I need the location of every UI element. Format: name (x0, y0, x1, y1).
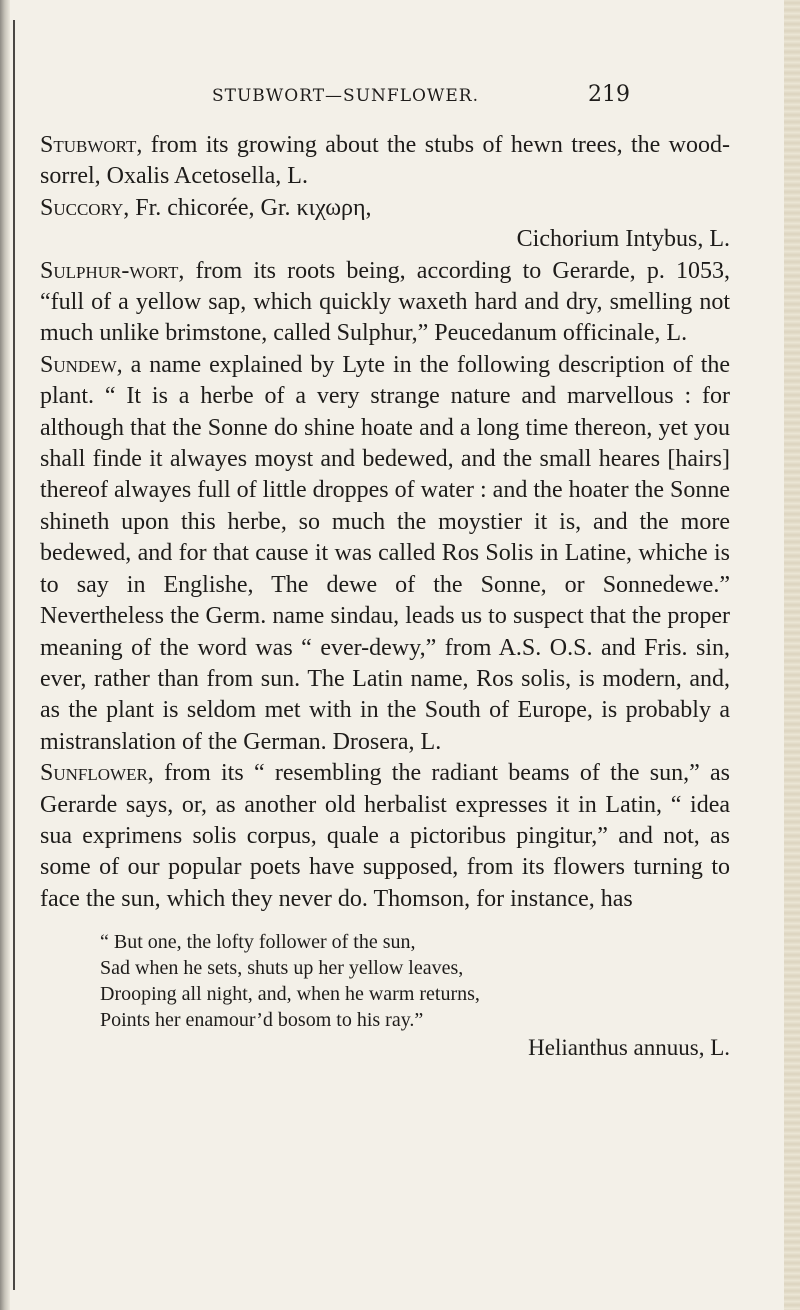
headword: Sundew, (40, 351, 123, 378)
headword: Succory, (40, 194, 130, 221)
entry-sunflower (40, 758, 730, 915)
headword: Stubwort, (40, 132, 143, 158)
page-edge (784, 0, 800, 1310)
book-spine-shadow (0, 0, 10, 1310)
gutter-line (13, 20, 15, 1290)
page-body (40, 130, 730, 1062)
headword: Sunflower, (40, 760, 154, 787)
page-number: 219 (588, 82, 630, 107)
running-title: STUBWORT—SUNFLOWER. (212, 86, 480, 106)
entry-text: Fr. chicorée, Gr. κιχωρη, (135, 194, 372, 221)
entry-sundew (40, 350, 730, 758)
poem-line: Drooping all night, and, when he warm returns, (100, 983, 480, 1006)
latin-name: Peucedanum officinale, L. (434, 320, 688, 347)
latin-name: Drosera, L. (332, 728, 442, 755)
page-header (0, 80, 800, 110)
entry-succory (40, 193, 730, 256)
entry-sulphur-wort (40, 256, 730, 350)
latin-name: Helianthus annuus, L. (528, 1035, 730, 1061)
poem-line: Points her enamour’d bosom to his ray.” (100, 1009, 424, 1032)
entry-text: from its roots being, according to Gerarde, p. 1053, “full of a yellow sap, which quickly waxeth hard and dry, smelling not much unlike brimstone, called Sulphur,” (40, 257, 730, 347)
entry-text: from its “ resembling the radiant beams of the sun,” as Gerarde says, or, as another old herbalist expresses it in Latin, “ idea sua exprimens solis corpus, quale a pictoribus pingitur,” and not, as some of our popular poets have supposed, from its flowers turning to face the sun, which they never do. Thomson, for instance, has (40, 760, 731, 912)
entry-stubwort (40, 130, 730, 193)
entry-text: a name explained by Lyte in the following description of the plant. “ It is a herbe of a very strange nature and marvellous : for although that the Sonne do shine hoate and a long time thereon, yet you shall finde it alwayes moyst and bedewed, and the small heares [hairs] thereof alwayes full of little droppes of water : and the hoater the Sonne shineth upon this herbe, so much the moystier it is, and the more bedewed, and for that cause it was called Ros Solis in Latine, whiche is to say in Englishe, The dewe of the Sonne, or Sonnedewe.” Nevertheless the Germ. name sindau, leads us to suspect that the proper meaning of the word was “ ever-dewy,” from A.S. O.S. and Fris. sin, ever, rather than from sun. The Latin name, Ros solis, is modern, and, as the plant is seldom met with in the South of Europe, is probably a mistranslation of the German. (40, 351, 731, 755)
latin-name: Oxalis Acetosella, L. (106, 163, 308, 190)
latin-name: Cichorium Intybus, L. (516, 226, 730, 253)
poem-line: Sad when he sets, shuts up her yellow leaves, (100, 957, 464, 980)
entry-text: from its growing about the stubs of hewn trees, the wood-sorrel, (40, 132, 731, 190)
poem-quotation (40, 929, 730, 1062)
headword: Sulphur-wort, (40, 257, 185, 284)
poem-line: “ But one, the lofty follower of the sun, (100, 931, 416, 954)
